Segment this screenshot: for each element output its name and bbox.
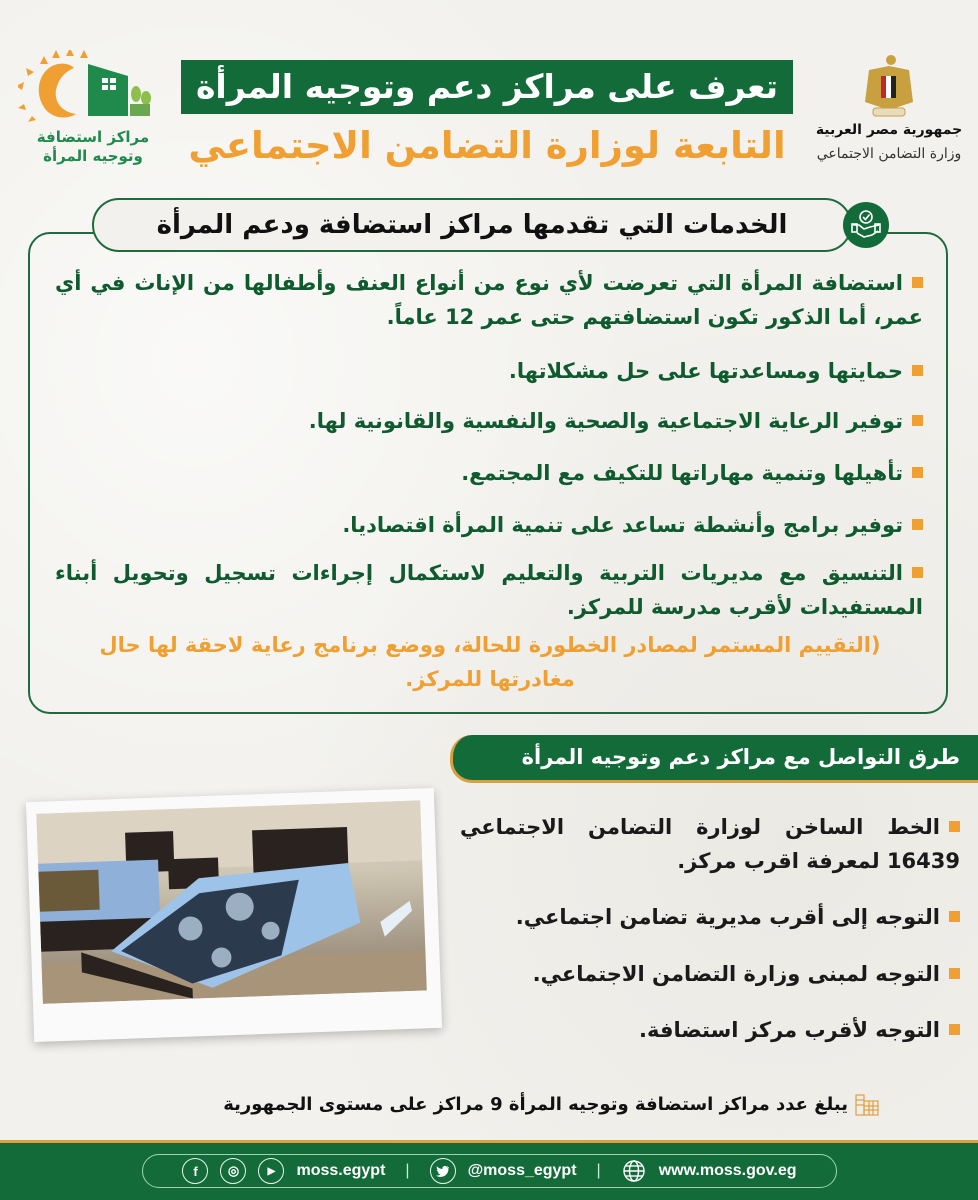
ministry-logo	[800, 50, 978, 180]
footer	[0, 1143, 978, 1200]
egypt-eagle-emblem-icon	[859, 52, 919, 122]
separator: |	[596, 1162, 601, 1179]
facebook-icon[interactable]: f	[182, 1158, 208, 1184]
bullet-square-icon	[912, 467, 923, 478]
services-list	[55, 266, 923, 626]
page-subtitle: التابعة لوزارة التضامن الاجتماعي	[188, 124, 786, 167]
social-links-bar	[142, 1154, 837, 1188]
contact-item: التوجه إلى أقرب مديرية تضامن اجتماعي.	[460, 900, 960, 934]
bullet-square-icon	[949, 821, 960, 832]
bullet-square-icon	[912, 415, 923, 426]
contact-item: الخط الساخن لوزارة التضامن الاجتماعي 16439 لمعرفة اقرب مركز.	[460, 815, 960, 873]
services-heading: الخدمات التي تقدمها مراكز استضافة ودعم المرأة	[92, 198, 852, 252]
bullet-square-icon	[949, 968, 960, 979]
centers-logo	[18, 50, 168, 170]
sun-house-logo-icon	[18, 50, 168, 130]
centers-logo-text: مراكز استضافة وتوجيه المرأة	[36, 128, 150, 165]
bullet-square-icon	[949, 911, 960, 922]
centers-count-statement: يبلغ عدد مراكز استضافة وتوجيه المرأة 9 مراكز على مستوى الجمهورية	[90, 1090, 880, 1120]
service-item: تأهيلها وتنمية مهاراتها للتكيف مع المجتمع.	[55, 456, 923, 490]
contact-item: التوجه لأقرب مركز استضافة.	[460, 1013, 960, 1047]
bullet-square-icon	[912, 277, 923, 288]
service-item: استضافة المرأة التي تعرضت لأي نوع من أنواع العنف وأطفالها من الإناث في أي عمر، أما الذكور تكون استضافتهم حتى عمر 12 عاماً.	[55, 271, 923, 329]
bullet-square-icon	[912, 567, 923, 578]
contact-heading: طرق التواصل مع مراكز دعم وتوجيه المرأة	[450, 735, 978, 783]
handshake-check-icon	[843, 202, 889, 248]
photo-frame	[26, 788, 442, 1042]
ministry-name: وزارة التضامن الاجتماعي	[816, 146, 962, 162]
bullet-square-icon	[949, 1024, 960, 1035]
service-item: حمايتها ومساعدتها على حل مشكلاتها.	[55, 354, 923, 388]
building-icon	[854, 1094, 880, 1116]
service-item: توفير برامج وأنشطة تساعد على تنمية المرأة اقتصاديا.	[55, 508, 923, 542]
page-title: تعرف على مراكز دعم وتوجيه المرأة	[181, 60, 793, 114]
contact-list	[460, 810, 960, 1060]
youtube-icon[interactable]: ▶	[258, 1158, 284, 1184]
service-item: توفير الرعاية الاجتماعية والصحية والنفسية والقانونية لها.	[55, 404, 923, 438]
bullet-square-icon	[912, 365, 923, 376]
separator: |	[405, 1162, 410, 1179]
social-handle-link[interactable]: moss.egypt	[296, 1162, 386, 1179]
globe-icon[interactable]	[621, 1158, 647, 1184]
shelter-bedroom-photo	[36, 800, 426, 1003]
twitter-icon[interactable]	[430, 1158, 456, 1184]
services-note: (التقييم المستمر لمصادر الخطورة للحالة، ووضع برنامج رعاية لاحقة لها حال مغادرتها للمركز.	[99, 633, 881, 691]
twitter-handle-link[interactable]: @moss_egypt	[467, 1162, 577, 1179]
instagram-icon[interactable]: ◎	[220, 1158, 246, 1184]
bullet-square-icon	[912, 519, 923, 530]
website-link[interactable]: www.moss.gov.eg	[658, 1162, 797, 1179]
contact-item: التوجه لمبنى وزارة التضامن الاجتماعي.	[460, 957, 960, 991]
country-name: جمهورية مصر العربية	[815, 122, 963, 138]
service-item: التنسيق مع مديريات التربية والتعليم لاستكمال إجراءات تسجيل وتحويل أبناء المستفيدات لأقرب مدرسة للمركز.	[55, 561, 923, 619]
